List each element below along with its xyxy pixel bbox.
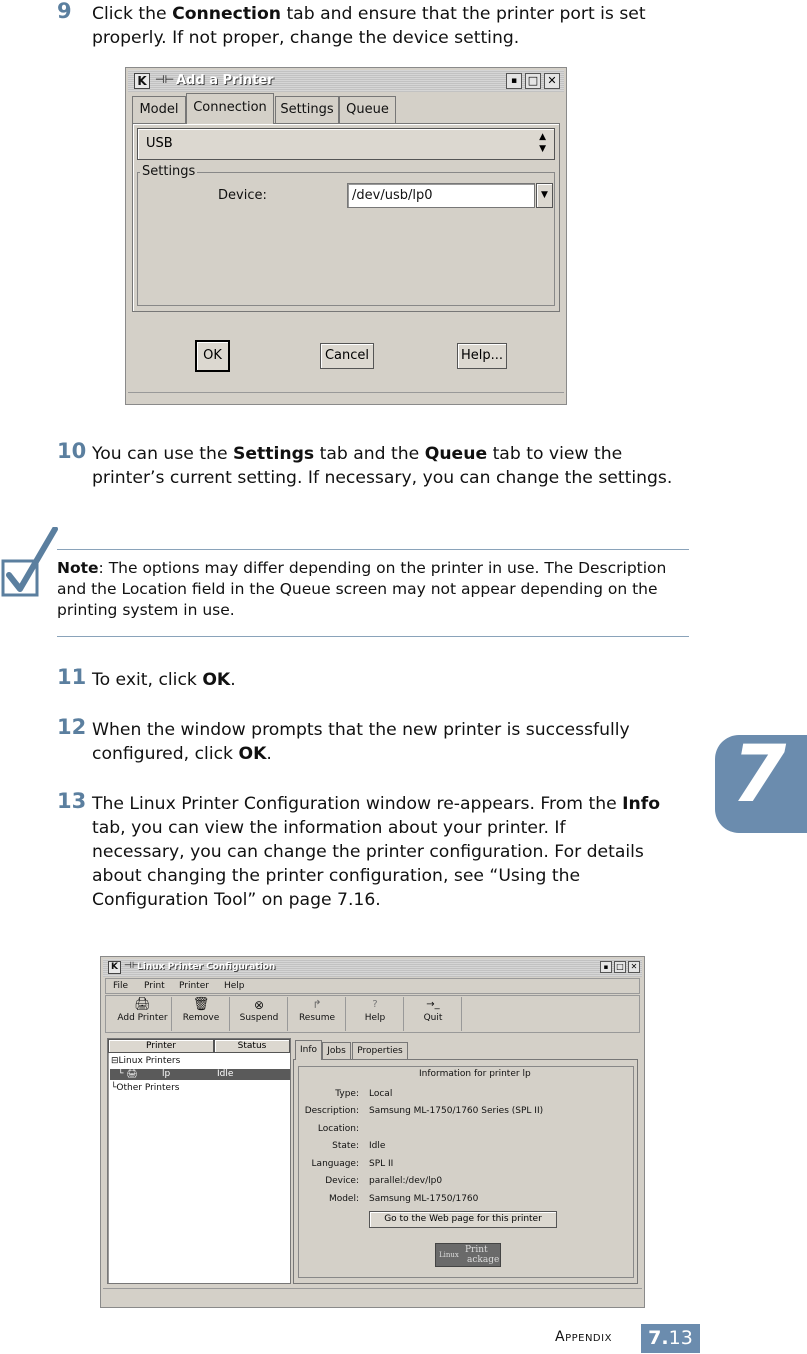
model-value: Samsung ML-1750/1760: [369, 1194, 479, 1204]
close-button[interactable]: ✕: [544, 73, 560, 89]
tab-queue[interactable]: Queue: [339, 96, 396, 123]
lpc-titlebar: [103, 959, 642, 977]
remove-tool[interactable]: 🗑 Remove: [173, 997, 230, 1031]
pin-icon[interactable]: ⊣⊢: [155, 73, 175, 86]
step-number: 9: [57, 0, 72, 23]
checkmark-icon: [0, 527, 58, 599]
info-group: [298, 1066, 634, 1278]
lpc-title: Linux Printer Configuration: [137, 962, 276, 972]
cancel-button[interactable]: Cancel: [320, 343, 374, 369]
trash-icon: 🗑: [192, 997, 210, 1012]
web-page-button[interactable]: Go to the Web page for this printer: [369, 1211, 557, 1228]
description-label: Description:: [304, 1106, 359, 1116]
maximize-button[interactable]: □: [614, 961, 626, 973]
tab-settings[interactable]: Settings: [275, 96, 339, 123]
footer-section: Appendix: [555, 1329, 612, 1345]
step-number: 10: [57, 439, 87, 463]
step-11: [57, 665, 697, 692]
suspend-tool[interactable]: ⊗ Suspend: [231, 997, 288, 1031]
connection-type-select[interactable]: USB ▲ ▼: [137, 128, 555, 160]
language-value: SPL II: [369, 1159, 394, 1169]
device-input[interactable]: /dev/usb/lp0: [347, 183, 535, 208]
step-13: [57, 789, 697, 912]
lpc-window: [100, 956, 645, 1308]
menu-file[interactable]: File: [113, 981, 129, 991]
resume-icon: ↱: [312, 998, 322, 1011]
step-text: Click the Connection tab and ensure that the printer port is set properly. If not proper, change the device setting.: [92, 4, 646, 48]
device-value: parallel:/dev/lp0: [369, 1176, 443, 1186]
help-icon: ?: [372, 999, 378, 1010]
kde-icon: K: [108, 961, 121, 974]
spin-arrows-icon: ▲ ▼: [539, 132, 546, 154]
page-number-box: 7.13: [641, 1324, 700, 1353]
header-printer[interactable]: Printer: [108, 1039, 214, 1053]
tab-connection[interactable]: Connection: [186, 93, 274, 124]
minimize-button[interactable]: ▪: [506, 73, 522, 89]
minimize-button[interactable]: ▪: [600, 961, 612, 973]
step-text: To exit, click OK.: [92, 670, 236, 690]
step-number: 13: [57, 789, 87, 813]
step-number: 12: [57, 715, 87, 739]
group-label: Settings: [142, 164, 196, 179]
step-9: [57, 2, 697, 50]
description-value: Samsung ML-1750/1760 Series (SPL II): [369, 1106, 544, 1116]
step-text: When the window prompts that the new printer is successfully configured, click OK.: [92, 720, 630, 764]
stop-icon: ⊗: [253, 998, 265, 1012]
type-label: Type:: [335, 1089, 359, 1099]
state-value: Idle: [369, 1141, 386, 1151]
printer-list: [107, 1038, 291, 1284]
kde-icon: K: [134, 73, 150, 89]
pin-icon[interactable]: ⊣⊢: [124, 961, 140, 971]
note-top-rule: [57, 549, 689, 550]
tree-root[interactable]: ⊟Linux Printers: [111, 1056, 181, 1066]
device-label: Device:: [325, 1176, 359, 1186]
lprpkg-logo: Linux Print ackage: [435, 1243, 501, 1267]
menu-bar: [105, 978, 640, 994]
add-printer-dialog: [125, 67, 567, 405]
chapter-number: 7: [732, 730, 787, 820]
step-10: [57, 439, 697, 490]
lpc-status-bar: [103, 1288, 642, 1304]
step-text: The Linux Printer Configuration window re-appears. From the Info tab, you can view the information about your printer. If necessary, you can change the printer configuration. For details about changing the printer configuration, see “Using the Configuration Tool” on page 7.16.: [92, 794, 661, 910]
device-label: Device:: [218, 188, 267, 203]
add-printer-tool[interactable]: 🖨 Add Printer: [114, 997, 172, 1031]
step-text: You can use the Settings tab and the Queue tab to view the printer’s current setting. If necessary, you can change the settings.: [92, 444, 673, 488]
resume-tool[interactable]: ↱ Resume: [289, 997, 346, 1031]
state-label: State:: [332, 1141, 359, 1151]
tab-jobs[interactable]: Jobs: [322, 1042, 351, 1059]
quit-icon: →_: [426, 999, 440, 1010]
menu-print[interactable]: Print: [144, 981, 165, 991]
close-button[interactable]: ✕: [628, 961, 640, 973]
ok-button[interactable]: OK: [195, 340, 230, 372]
note-bottom-rule: [57, 636, 689, 637]
dialog-title: Add a Printer: [176, 73, 274, 88]
header-status[interactable]: Status: [214, 1039, 290, 1053]
type-value: Local: [369, 1089, 393, 1099]
step-12: [57, 715, 697, 766]
tab-panel: [132, 123, 560, 312]
menu-printer[interactable]: Printer: [179, 981, 209, 991]
tab-model[interactable]: Model: [132, 96, 186, 123]
info-panel: [293, 1059, 638, 1284]
printer-icon: 🖨: [134, 997, 151, 1012]
tree-item-lp[interactable]: └ 🖨 lp Idle: [110, 1069, 290, 1080]
step-number: 11: [57, 665, 87, 689]
menu-help[interactable]: Help: [224, 981, 245, 991]
info-title: Information for printer lp: [419, 1069, 531, 1079]
tab-properties[interactable]: Properties: [352, 1042, 408, 1059]
location-label: Location:: [317, 1124, 359, 1134]
quit-tool[interactable]: →_ Quit: [405, 997, 462, 1031]
help-button[interactable]: Help...: [457, 343, 507, 369]
note-text: Note: The options may differ depending on the printer in use. The Description and the Location field in the Queue screen may not appear depending on the printing system in use.: [57, 559, 667, 619]
maximize-button[interactable]: □: [525, 73, 541, 89]
tree-other[interactable]: └Other Printers: [111, 1083, 180, 1093]
help-tool[interactable]: ? Help: [347, 997, 404, 1031]
dialog-titlebar: [128, 70, 564, 92]
model-label: Model:: [328, 1194, 359, 1204]
device-dropdown-button[interactable]: ▼: [536, 183, 553, 208]
settings-group: [137, 164, 555, 306]
toolbar: [105, 995, 640, 1033]
dialog-status-bar: [128, 392, 564, 402]
tab-info[interactable]: Info: [295, 1040, 322, 1060]
language-label: Language:: [311, 1159, 359, 1169]
